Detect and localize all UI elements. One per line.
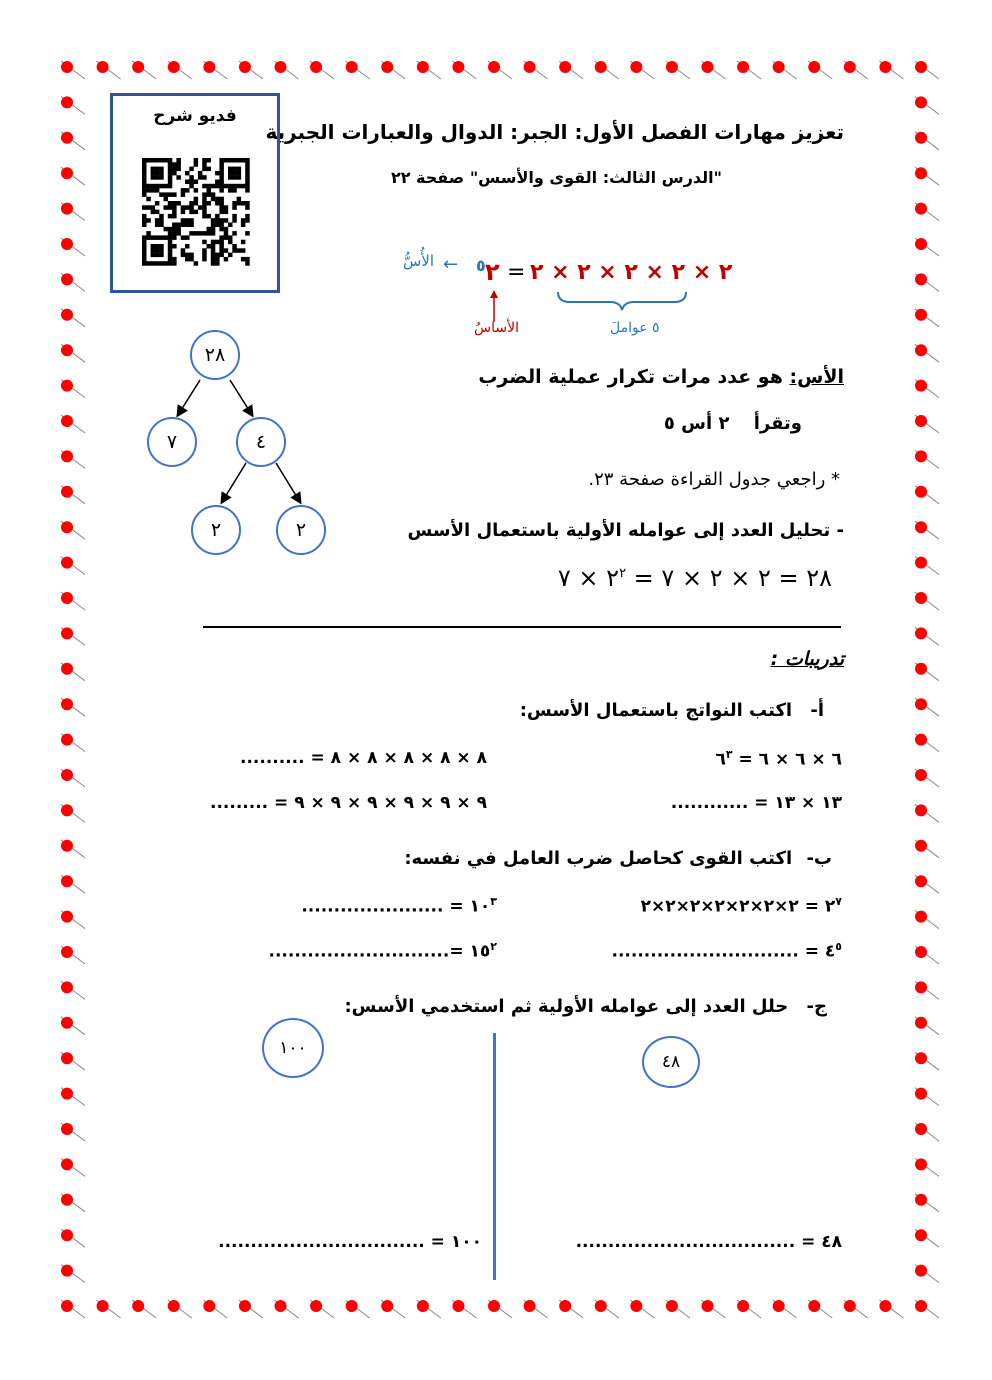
factorization-equation [558,564,832,592]
exercise-b-row2-right[interactable] [612,940,842,962]
b-r1-right-base: ٢ [824,896,836,917]
diagram-base: ٢ [485,258,500,286]
exercise-b-label: ب- [806,848,832,869]
exercise-b-instruction: اكتب القوى كحاصل ضرب العامل في نفسه: [404,848,793,869]
a-r1-right-exp: ٣ [725,748,733,761]
exercise-a-title [520,700,824,721]
lesson-subtitle: "الدرس الثالث: القوى والأسس" صفحة ٢٢ [390,168,722,187]
read-value: ٢ أس ٥ [663,413,730,434]
base-label: الأساسُ [474,320,519,336]
equation-exponent: ٢ [619,566,627,581]
exercise-b-row2-left[interactable] [269,940,497,962]
reading-note: * راجعي جدول القراءة صفحة ٢٣. [588,469,840,490]
diagram-exponent: ٥ [476,256,486,275]
definition [478,366,844,388]
read-line [664,413,802,434]
b-r2-left-base: ١٥ [469,941,491,962]
a-r1-right-base: ٦ × ٦ × ٦ = ٦ [715,749,842,770]
qr-code-icon[interactable] [142,158,250,268]
equation-tail: × ٧ [557,564,607,592]
tree-node-right: ٤ [236,417,286,467]
tree-leaf-right: ٢ [276,505,326,555]
exercise-b-row1-left[interactable] [301,895,497,917]
definition-text: هو عدد مرات تكرار عملية الضرب [478,366,783,388]
circle-number-48: ٤٨ [642,1036,700,1088]
circle-number-100: ١٠٠ [262,1018,324,1078]
diagram-expression: ٢ × ٢ × ٢ × ٢ × ٢ [530,260,733,285]
exercise-c-title [344,996,827,1017]
exercise-a-row1-right[interactable] [715,748,842,770]
diagram-arrow: ← [443,254,459,275]
definition-term: الأس: [789,366,844,388]
b-r1-left-exp: ٣ [490,895,497,908]
b-r1-right-tail: = ٢×٢×٢×٢×٢×٢×٢ [640,896,825,917]
tree-node-root: ٢٨ [190,330,240,380]
qr-label[interactable]: فديو شرح [153,106,237,126]
tree-node-left: ٧ [147,417,197,467]
exercise-a-row2-right[interactable]: ١٣ × ١٣ = ............ [670,793,842,813]
b-r1-left-tail: = ...................... [301,896,470,917]
exercise-c-answer-48[interactable]: ٤٨ = .................................. [575,1232,842,1252]
diagram-equals: = [507,260,526,285]
qr-box [110,93,280,293]
exercise-a-row2-left[interactable]: ٩ × ٩ × ٩ × ٩ × ٩ × ٩ = ......... [209,793,487,813]
b-r2-left-exp: ٢ [490,940,497,953]
divider [203,626,841,628]
factors-label: ٥ عواملَ [610,320,660,336]
exercise-c-label: ج- [806,996,827,1017]
b-r2-left-tail: =............................ [268,941,470,962]
exercise-b-row1-right[interactable] [641,895,842,917]
b-r2-right-base: ٤ [824,941,836,962]
exercise-a-instruction: اكتب النواتج باستعمال الأسس: [519,700,793,721]
read-prefix: وتقرأ [753,413,802,434]
exercise-c-answer-100[interactable]: ١٠٠ = ................................ [218,1232,482,1252]
column-divider [493,1033,496,1280]
exponent-label: الأُسُّ [403,252,435,270]
b-r2-right-tail: = ............................. [611,941,825,962]
exercise-a-row1-left[interactable]: ٨ × ٨ × ٨ × ٨ × ٨ = .......... [240,748,487,768]
page-title: تعزيز مهارات الفصل الأول: الجبر: الدوال والعبارات الجبرية [265,120,844,144]
exercises-heading: تدريبات : [770,648,844,670]
b-r2-right-exp: ٥ [835,940,842,953]
exercise-b-title [404,848,832,869]
factorization-heading: - تحليل العدد إلى عوامله الأولية باستعمال الأسس [407,520,844,541]
exercise-a-label: أ- [810,700,824,721]
tree-leaf-left: ٢ [191,505,241,555]
equation-main: ٢٨ = ٢ × ٢ × ٧ = ٢ [606,564,832,592]
exercise-c-instruction: حلل العدد إلى عوامله الأولية ثم استخدمي الأسس: [344,996,789,1017]
b-r1-left-base: ١٠ [469,896,491,917]
b-r1-right-exp: ٧ [835,895,842,908]
